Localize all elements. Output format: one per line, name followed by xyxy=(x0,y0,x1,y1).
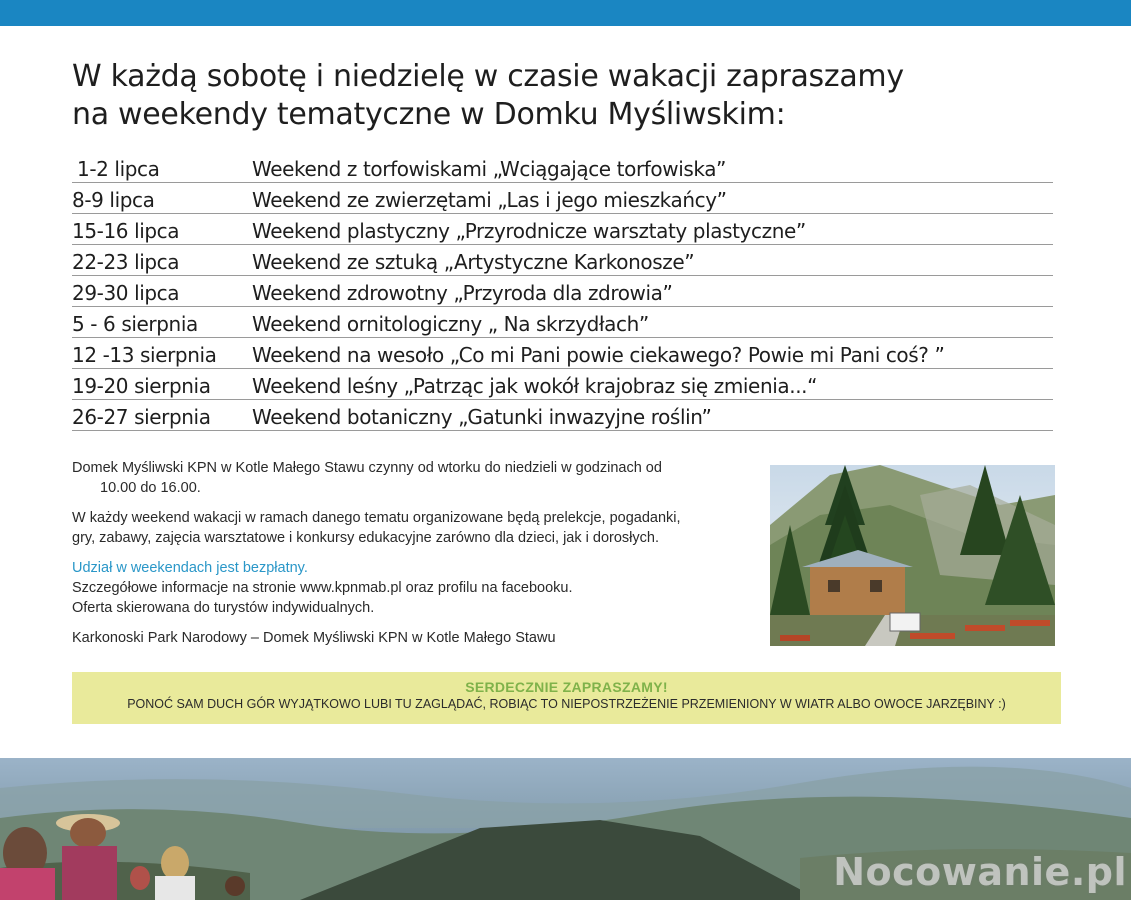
schedule-description: Weekend plastyczny „Przyrodnicze warsztaty plastyczne” xyxy=(252,219,806,243)
mountain-landscape-photo xyxy=(0,758,1131,900)
schedule-date: 15-16 lipca xyxy=(72,219,180,243)
banner-title: SERDECZNIE ZAPRASZAMY! xyxy=(465,679,668,695)
schedule-description: Weekend ze zwierzętami „Las i jego mieszkańcy” xyxy=(252,188,727,212)
schedule-row xyxy=(72,307,1053,338)
organizer-text: Karkonoski Park Narodowy – Domek Myśliwski KPN w Kotle Małego Stawu xyxy=(72,630,556,646)
schedule-date: 22-23 lipca xyxy=(72,250,180,274)
details-line: Szczegółowe informacje na stronie www.kpnmab.pl oraz profilu na facebooku. xyxy=(72,580,573,596)
free-entry-notice: Udział w weekendach jest bezpłatny. xyxy=(72,560,308,576)
details-text xyxy=(72,558,732,618)
schedule-description: Weekend ze sztuką „Artystyczne Karkonosze” xyxy=(252,250,695,274)
schedule-description: Weekend ornitologiczny „ Na skrzydłach” xyxy=(252,312,649,336)
schedule-row xyxy=(72,400,1053,431)
opening-hours-text xyxy=(72,458,732,498)
headline-line-2: na weekendy tematyczne w Domku Myśliwskim: xyxy=(72,97,786,132)
schedule-description: Weekend z torfowiskami „Wciągające torfowiska” xyxy=(252,157,727,181)
opening-hours-line-2: 10.00 do 16.00. xyxy=(100,480,201,496)
schedule-date: 26-27 sierpnia xyxy=(72,405,211,429)
banner-subtitle: PONOĆ SAM DUCH GÓR WYJĄTKOWO LUBI TU ZAGLĄDAĆ, ROBIĄC TO NIEPOSTRZEŻENIE PRZEMIENIONY W WIATR ALBO OWOCE JARZĘBINY :) xyxy=(127,697,1006,711)
schedule-date: 5 - 6 sierpnia xyxy=(72,312,198,336)
program-line-2: gry, zabawy, zajęcia warsztatowe i konkursy edukacyjne zarówno dla dzieci, jak i dorosłych. xyxy=(72,530,659,546)
schedule-row xyxy=(72,369,1053,400)
schedule-description: Weekend na wesoło „Co mi Pani powie ciekawego? Powie mi Pani coś? ” xyxy=(252,343,945,367)
schedule-date: 8-9 lipca xyxy=(72,188,155,212)
hunting-lodge-photo xyxy=(770,465,1055,646)
schedule-row xyxy=(72,276,1053,307)
schedule-date: 12 -13 sierpnia xyxy=(72,343,217,367)
schedule-row xyxy=(72,153,1053,183)
schedule-date: 29-30 lipca xyxy=(72,281,180,305)
weekend-schedule-table xyxy=(72,153,1053,431)
schedule-date: 1-2 lipca xyxy=(77,157,160,181)
program-text xyxy=(72,508,732,548)
schedule-description: Weekend zdrowotny „Przyroda dla zdrowia” xyxy=(252,281,673,305)
top-color-bar xyxy=(0,0,1131,26)
headline-line-1: W każdą sobotę i niedzielę w czasie wakacji zapraszamy xyxy=(72,59,904,94)
schedule-description: Weekend botaniczny „Gatunki inwazyjne roślin” xyxy=(252,405,712,429)
schedule-row xyxy=(72,245,1053,276)
schedule-row xyxy=(72,338,1053,369)
schedule-date: 19-20 sierpnia xyxy=(72,374,211,398)
schedule-row xyxy=(72,214,1053,245)
info-block xyxy=(72,458,732,658)
opening-hours-line-1: Domek Myśliwski KPN w Kotle Małego Stawu czynny od wtorku do niedzieli w godzinach od xyxy=(72,460,662,476)
audience-line: Oferta skierowana do turystów indywidualnych. xyxy=(72,600,375,616)
page-headline xyxy=(72,58,1072,134)
program-line-1: W każdy weekend wakacji w ramach danego tematu organizowane będą prelekcje, pogadanki, xyxy=(72,510,681,526)
lodge-photo-illustration xyxy=(770,465,1055,646)
invitation-banner xyxy=(72,672,1061,724)
watermark-text: Nocowanie.pl xyxy=(833,850,1127,894)
schedule-row xyxy=(72,183,1053,214)
schedule-description: Weekend leśny „Patrząc jak wokół krajobraz się zmienia...“ xyxy=(252,374,818,398)
